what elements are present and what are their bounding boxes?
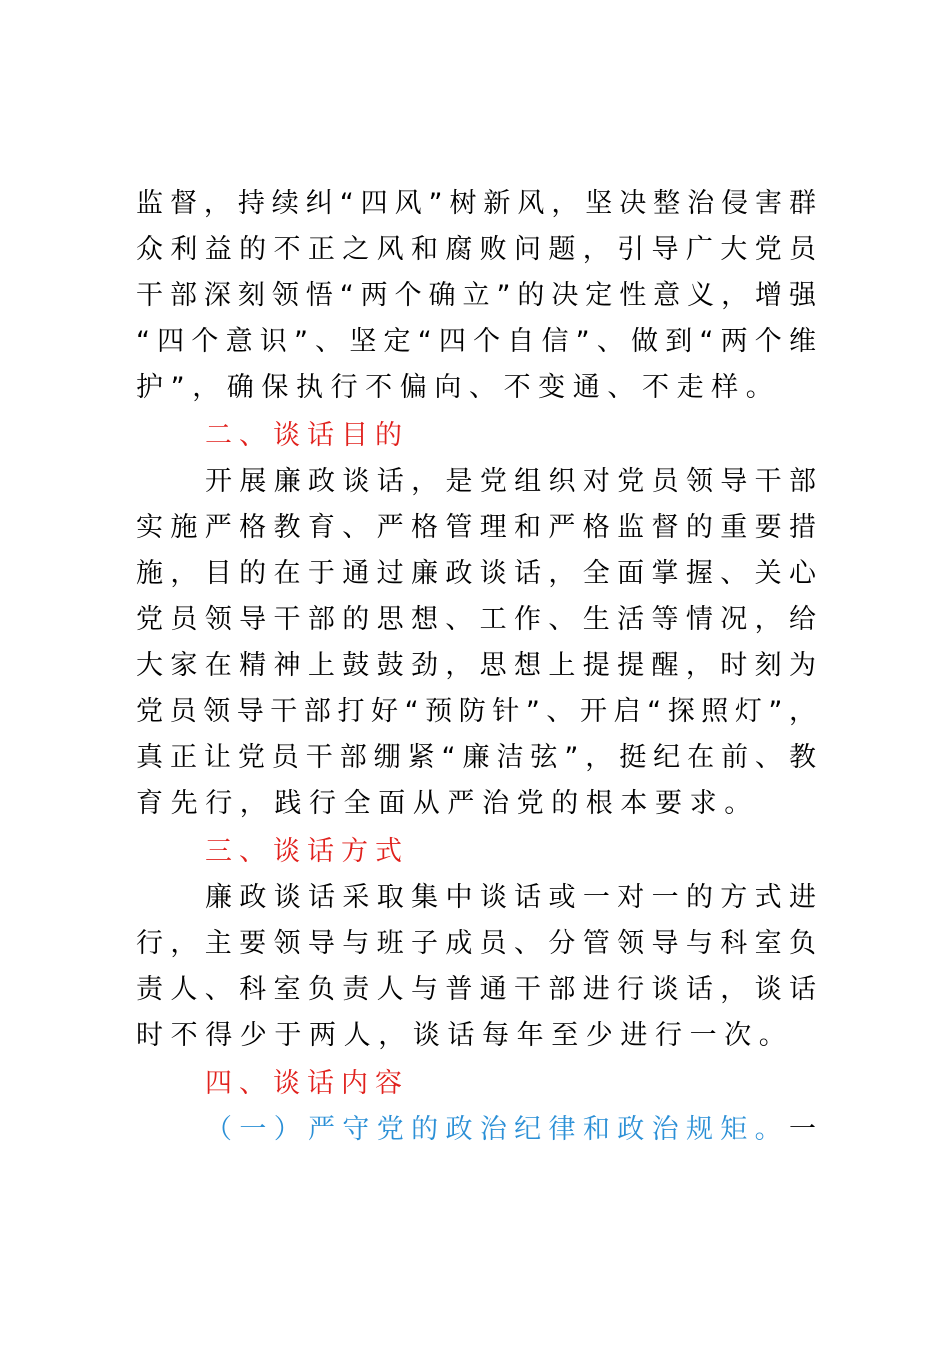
paragraph-3-line-4: 时不得少于两人，谈话每年至少进行一次。 <box>136 1020 794 1051</box>
paragraph-1-line-1: 监督，持续纠“四风”树新风，坚决整治侵害群 <box>136 188 816 219</box>
section-heading-2: 二、谈话目的 <box>205 420 409 451</box>
paragraph-2-line-2: 实施严格教育、严格管理和严格监督的重要措 <box>136 512 816 543</box>
paragraph-2-line-7: 真正让党员干部绷紧“廉洁弦”，挺纪在前、教 <box>136 742 816 773</box>
paragraph-1-line-4: “四个意识”、坚定“四个自信”、做到“两个维 <box>136 326 816 357</box>
paragraph-2-line-3: 施，目的在于通过廉政谈话，全面掌握、关心 <box>136 558 816 589</box>
subsection-heading-1-text: （一）严守党的政治纪律和政治规矩。 <box>205 1114 789 1145</box>
paragraph-2-line-6: 党员领导干部打好“预防针”、开启“探照灯”， <box>136 696 816 727</box>
paragraph-2-line-5: 大家在精神上鼓鼓劲，思想上提提醒，时刻为 <box>136 650 816 681</box>
paragraph-2-line-4: 党员领导干部的思想、工作、生活等情况，给 <box>136 604 816 635</box>
section-heading-4: 四、谈话内容 <box>205 1068 409 1099</box>
subsection-heading-1 <box>205 1110 816 1150</box>
section-heading-3: 三、谈话方式 <box>205 836 409 867</box>
paragraph-2-line-8: 育先行，践行全面从严治党的根本要求。 <box>136 788 759 819</box>
paragraph-3-line-2: 行，主要领导与班子成员、分管领导与科室负 <box>136 928 816 959</box>
subsection-heading-1-tail: 一 <box>789 1114 816 1145</box>
paragraph-1-line-5: 护”，确保执行不偏向、不变通、不走样。 <box>136 372 781 403</box>
paragraph-2-line-1: 开展廉政谈话，是党组织对党员领导干部 <box>205 466 816 497</box>
paragraph-1-line-2: 众利益的不正之风和腐败问题，引导广大党员 <box>136 234 816 265</box>
paragraph-1-line-3: 干部深刻领悟“两个确立”的决定性意义，增强 <box>136 280 816 311</box>
paragraph-3-line-1: 廉政谈话采取集中谈话或一对一的方式进 <box>205 882 816 913</box>
paragraph-3-line-3: 责人、科室负责人与普通干部进行谈话，谈话 <box>136 974 816 1005</box>
